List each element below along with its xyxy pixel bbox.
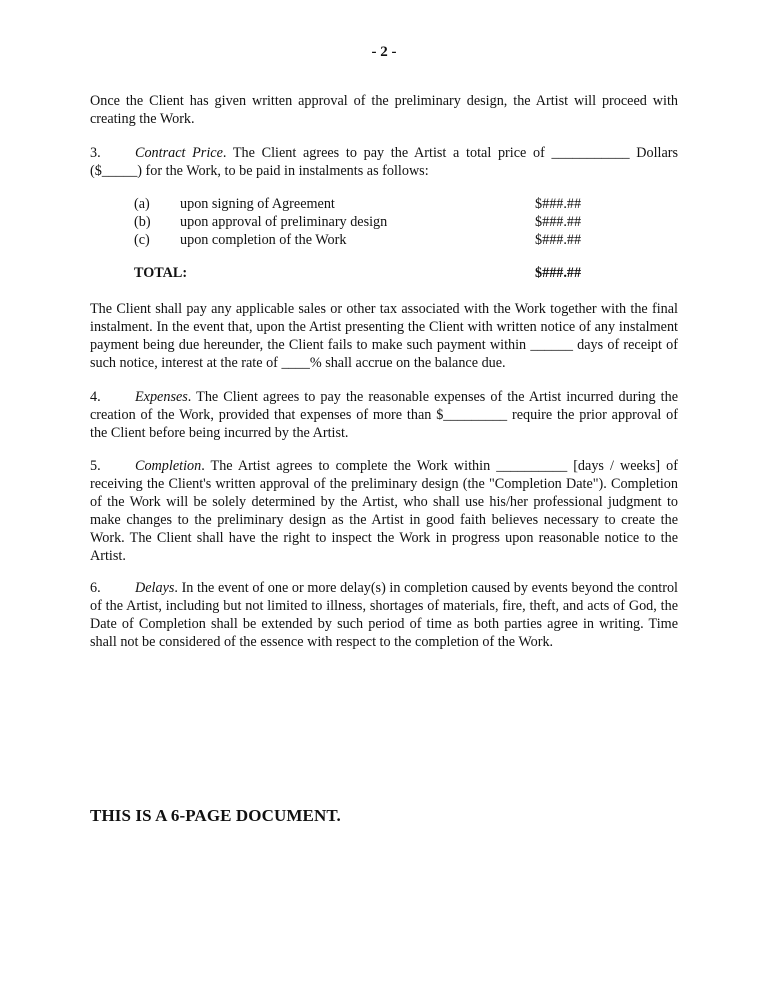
section-6-number: 6. xyxy=(90,580,101,596)
section-6-text: . In the event of one or more delay(s) in completion caused by events beyond the control of the Artist, including but not limited to illness, shortages of materials, fire, theft, and acts of God, the Date of Completion shall be extended by such period of time as both parties agree in writing. Time shall not be considered of the essence with respect to the completion of the Work. xyxy=(90,580,678,650)
section-3-text: . The Client agrees to pay the Artist a total price of ___________ Dollars ($_____) for the Work, to be paid in instalments as follows: xyxy=(90,145,678,179)
instalment-a-letter: (a) xyxy=(134,196,150,212)
section-5-paragraph xyxy=(90,457,678,565)
section-4-number: 4. xyxy=(90,389,101,405)
instalment-c-desc: upon completion of the Work xyxy=(180,232,347,248)
instalment-b-amount: $###.## xyxy=(535,214,582,230)
page-number: - 2 - xyxy=(371,44,397,60)
total-label: TOTAL: xyxy=(134,265,188,281)
instalment-a-desc: upon signing of Agreement xyxy=(180,196,335,212)
tax-paragraph: The Client shall pay any applicable sales or other tax associated with the Work together with the final instalment. In the event that, upon the Artist presenting the Client with written notice of any instalment payment being due hereunder, the Client fails to make such payment within ______ days of receipt of such notice, interest at the rate of ____% shall accrue on the balance due. xyxy=(90,301,678,371)
section-4-heading: Expenses xyxy=(135,389,188,405)
section-3-heading: Contract Price xyxy=(135,145,223,161)
section-4-paragraph xyxy=(90,388,678,442)
instalment-a-amount: $###.## xyxy=(535,196,582,212)
section-3-number: 3. xyxy=(90,145,101,161)
intro-paragraph: Once the Client has given written approval of the preliminary design, the Artist will proceed with creating the Work. xyxy=(90,93,678,127)
instalment-b-letter: (b) xyxy=(134,214,151,230)
total-amount: $###.## xyxy=(535,265,582,281)
instalment-b-desc: upon approval of preliminary design xyxy=(180,214,388,230)
instalment-c-amount: $###.## xyxy=(535,232,582,248)
section-4-text: . The Client agrees to pay the reasonable expenses of the Artist incurred during the creation of the Work, provided that expenses of more than $_________ require the prior approval of the Client before being incurred by the Artist. xyxy=(90,389,678,441)
page-count-note: THIS IS A 6-PAGE DOCUMENT. xyxy=(90,806,341,825)
section-6-paragraph xyxy=(90,579,678,651)
section-3-paragraph xyxy=(90,144,678,180)
section-5-number: 5. xyxy=(90,458,101,474)
section-5-text: . The Artist agrees to complete the Work within __________ [days / weeks] of receiving the Client's written approval of the preliminary design (the "Completion Date"). Completion of the Work will be solely determined by the Artist, who shall use his/her professional judgment to make changes to the preliminary design as the Artist in good faith believes necessary to create the Work. The Client shall have the right to inspect the Work in progress upon reasonable notice to the Artist. xyxy=(90,458,678,564)
section-6-heading: Delays xyxy=(135,580,175,596)
section-5-heading: Completion xyxy=(135,458,202,474)
instalment-c-letter: (c) xyxy=(134,232,150,248)
